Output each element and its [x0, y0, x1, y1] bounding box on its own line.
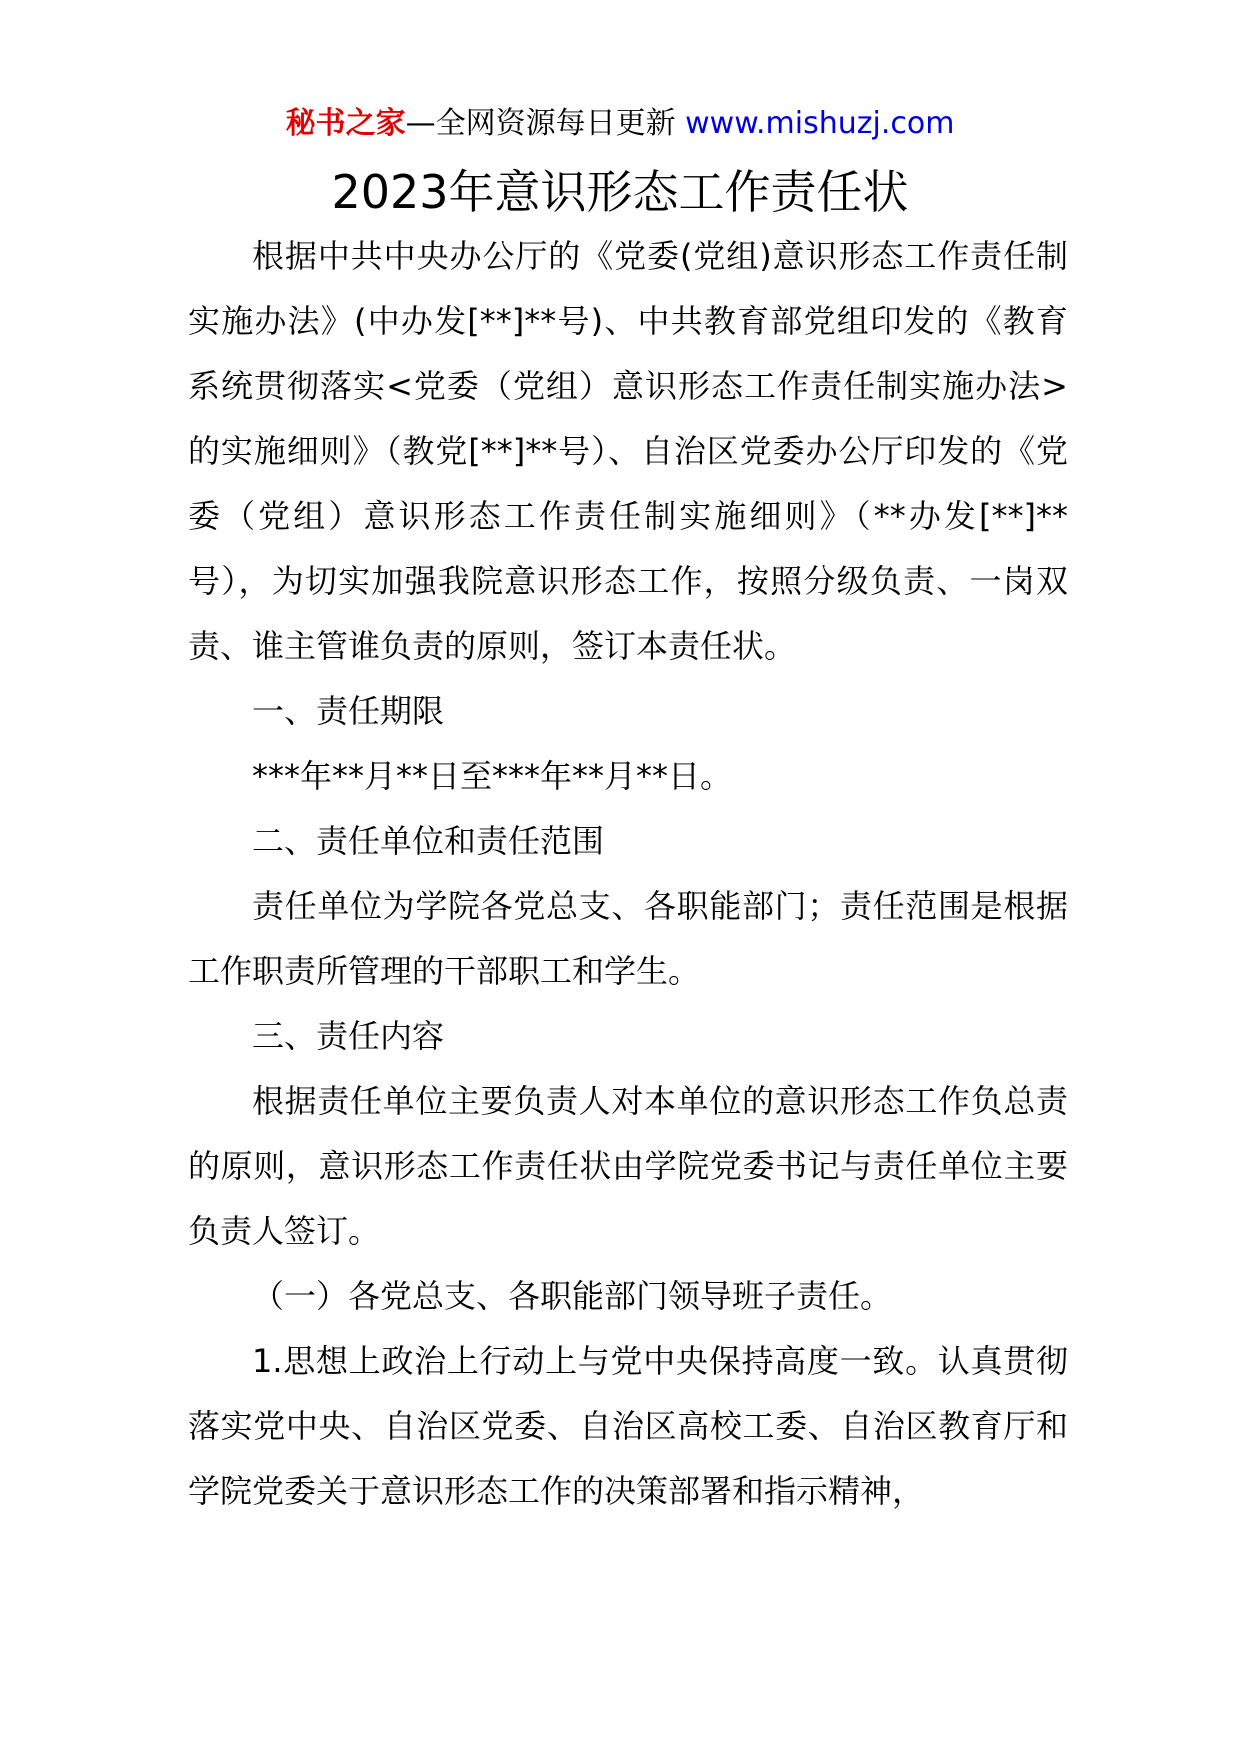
document-title: 2023年意识形态工作责任状	[331, 165, 909, 219]
intro-paragraph: 根据中共中央办公厅的《党委(党组)意识形态工作责任制实施办法》(中办发[**]**号)、中共教育部党组印发的《教育系统贯彻落实<党委（党组）意识形态工作责任制实施办法>的实施细则》（教党[**]**号）、自治区党委办公厅印发的《党委（党组）意识形态工作责任制实施细则》（**办发[**]**号），为切实加强我院意识形态工作，按照分级负责、一岗双责、谁主管谁负责的原则，签订本责任状。	[188, 237, 1068, 665]
content-paragraph: 根据责任单位主要负责人对本单位的意识形态工作负总责的原则，意识形态工作责任状由学院党委书记与责任单位主要负责人签订。	[188, 1082, 1068, 1250]
brand-name: 秘书之家	[285, 106, 406, 141]
section-heading-term: 一、责任期限	[252, 692, 445, 730]
section-heading-units: 二、责任单位和责任范围	[252, 822, 605, 860]
site-url-link[interactable]: www.mishuzj.com	[685, 106, 955, 141]
section-heading-content: 三、责任内容	[252, 1017, 445, 1055]
units-paragraph: 责任单位为学院各党总支、各职能部门；责任范围是根据工作职责所管理的干部职工和学生。	[188, 887, 1068, 990]
subsection-heading-leadership: （一）各党总支、各职能部门领导班子责任。	[252, 1277, 893, 1315]
site-header	[0, 102, 1240, 146]
document-body	[188, 224, 1068, 1524]
site-tagline: —全网资源每日更新	[405, 106, 676, 141]
term-paragraph: ***年**月**日至***年**月**日。	[252, 757, 733, 795]
item-1-paragraph: 1.思想上政治上行动上与党中央保持高度一致。认真贯彻落实党中央、自治区党委、自治区高校工委、自治区教育厅和学院党委关于意识形态工作的决策部署和指示精神，	[188, 1342, 1068, 1510]
